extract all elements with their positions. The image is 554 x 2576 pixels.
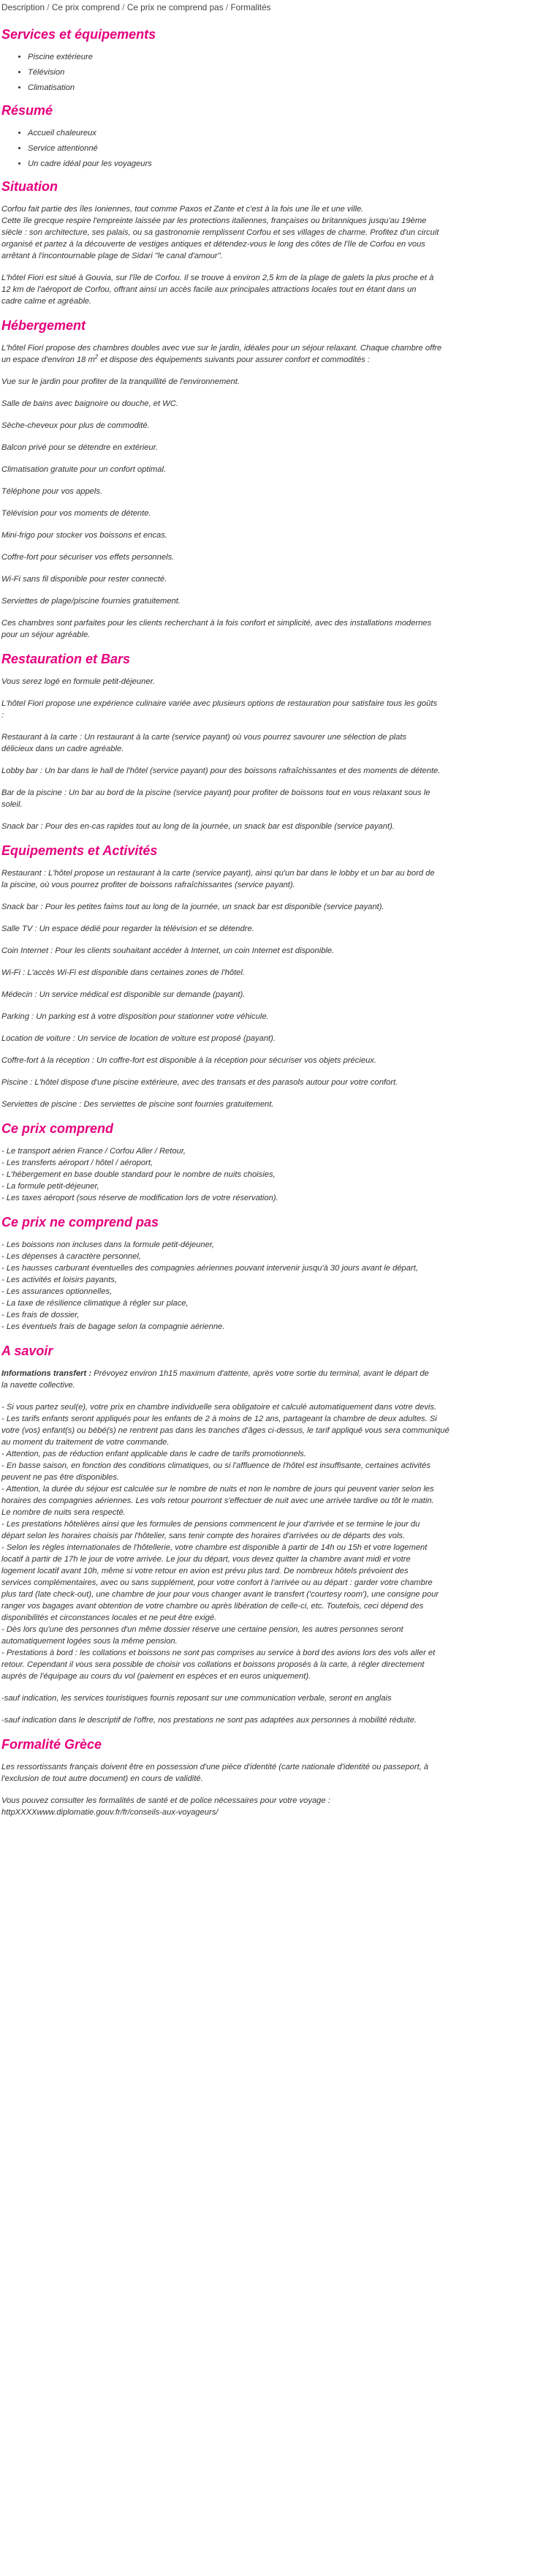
restauration-section [1,651,551,832]
text-line: Bar de la piscine : Un bar au bord de la piscine (service payant) pour profiter de boissons tout en vous relaxant sous le [1,788,430,797]
text-line: Restaurant : L'hôtel propose un restaurant à la carte (service payant), ainsi qu'un bar dans le lobby et un bar au bord de [1,869,435,878]
hebergement-intro [1,342,551,366]
tab-ce-prix-comprend[interactable]: Ce prix comprend [51,2,120,12]
text-line: - Attention, la durée du séjour est calculée sur le nombre de nuits et non le nombre de jours qui peuvent varier selon les [1,1485,434,1494]
activite-paragraph: Wi-Fi : L'accès Wi-Fi est disponible dans certaines zones de l'hôtel. [1,968,246,977]
list-item: • Télévision [28,67,551,78]
text-line: départ selon les horaires choisis par l'hôtelier, sans tenir compte des horaires d'arrivées ou de départs des vols. [1,1532,406,1540]
room-feature: Climatisation gratuite pour un confort optimal. [1,465,167,474]
text-line: auprès de l'équipage au cours du vol (paiement en espèces et en euros uniquement). [1,1672,311,1681]
resume-list [1,127,551,170]
a-savoir-section [1,1343,551,1726]
transfer-info-label: Informations transfert : [1,1369,92,1378]
list-item: - Les assurances optionnelles, [1,1287,113,1296]
text-line [1,1368,551,1379]
restauration-paragraph [1,765,551,777]
text-fragment: un espace d'environ 18 m [1,355,95,364]
tab-description[interactable]: Description [1,2,45,12]
activite-paragraph: Location de voiture : Un service de location de voiture est proposé (payant). [1,1034,276,1043]
text-line: Cette île grecque respire l'empreinte laissée par les protections italiennes, françaises ou britanniques jusqu'au 19ème [1,216,427,225]
text-line: locatif à partir de 17h le jour de votre arrivée. Le jour du départ, vous devez quitter la chambre avant midi et votre [1,1555,411,1564]
situation-section [1,178,551,307]
text-line: retour. Cependant il vous sera possible de choisir vos collations et boissons proposés à la carte, à régler directement [1,1660,425,1669]
activite-paragraph: Salle TV : Un espace dédié pour regarder la télévision et se détendre. [1,924,254,933]
list-item: - Les activités et loisirs payants, [1,1276,117,1284]
restauration-paragraph [1,787,551,810]
list-item: - Les hausses carburant éventuelles des compagnies aériennes pouvant intervenir jusqu'à 30 jours avant le départ, [1,1264,418,1273]
activite-paragraph: Parking : Un parking est à votre disposition pour stationner votre véhicule. [1,1012,269,1021]
formalite-section [1,1736,551,1818]
text-line: l'exclusion de tout autre document) en cours de validité. [1,1774,203,1783]
text-line: peuvent ne pas être disponibles. [1,1473,120,1482]
activite-paragraph: Coffre-fort à la réception : Un coffre-fort est disponible à la réception pour sécuriser vos objets précieux. [1,1056,377,1065]
text-line: horaires des compagnies aériennes. Les vols retour pourront s'effectuer de nuit avec une arrivée tardive ou tôt le matin. [1,1496,434,1505]
list-item: - Les frais de dossier, [1,1311,80,1319]
text-line: automatiquement logées sous la même pension. [1,1637,178,1646]
text-line: - Dès lors qu'une des personnes d'un même dossier réserve une certaine pension, les autres personnes seront [1,1625,403,1634]
superscript: 2 [94,353,99,361]
text-line: la piscine, où vous pourrez profiter de boissons rafraîchissantes (service payant). [1,881,295,889]
comprend-heading: Ce prix comprend [1,1121,114,1136]
hebergement-heading: Hébergement [1,318,86,333]
list-item: • Climatisation [28,82,551,94]
room-feature: Vue sur le jardin pour profiter de la tranquillité de l'environnement. [1,377,240,386]
tab-bar [1,0,551,16]
text-line: pour un séjour agréable. [1,630,91,639]
text-line: services complémentaires, avec ou sans supplément, pour votre confort à l'arrivée ou au départ : garder votre chambre [1,1578,433,1587]
room-feature: Télévision pour vos moments de détente. [1,509,151,518]
list-item: - La taxe de résilience climatique à régler sur place, [1,1299,189,1308]
list-item: • Piscine extérieure [28,51,551,63]
text-line: Corfou fait partie des îles Ioniennes, tout comme Paxos et Zante et c'est à la fois une île et une ville. [1,205,364,214]
text-line: siècle : son architecture, ses palais, ou sa gastronomie remplissent Corfou et ses villages de charme. Profitez d'un circuit [1,228,439,237]
activites-heading: Equipements et Activités [1,843,158,858]
activite-paragraph [1,867,551,891]
text-line: L'hôtel Fiori propose des chambres doubles avec vue sur le jardin, idéales pour un séjour relaxant. Chaque chambre offre [1,344,442,353]
text-line: délicieux dans un cadre agréable. [1,745,124,753]
list-item: • Accueil chaleureux [28,127,551,139]
hebergement-section [1,317,551,641]
text-line: Ces chambres sont parfaites pour les clients recherchant à la fois confort et simplicité, avec des installations modernes [1,619,432,628]
a-savoir-details [1,1401,551,1682]
list-item: - Les dépenses à caractère personnel, [1,1252,141,1261]
activite-paragraph: Piscine : L'hôtel dispose d'une piscine extérieure, avec des transats et des parasols autour pour votre confort. [1,1078,398,1087]
activites-section [1,843,551,1110]
text-line: au moment du traitement de votre commande. [1,1438,170,1447]
text-fragment: et dispose des équipements suivants pour assurer confort et commodités : [98,355,371,364]
room-feature: Wi-Fi sans fil disponible pour rester connecté. [1,575,167,584]
list-item: - Les transferts aéroport / hôtel / aéroport, [1,1159,153,1167]
restauration-paragraph [1,731,551,755]
room-feature: Coffre-fort pour sécuriser vos effets personnels. [1,553,175,562]
list-item: • Service attentionné [28,143,551,154]
text-line [1,354,551,366]
services-heading: Services et équipements [1,27,156,42]
formalite-paragraph [1,1761,551,1785]
list-item: - Les taxes aéroport (sous réserve de modification lors de votre réservation). [1,1194,278,1202]
list-item: - Les éventuels frais de bagage selon la compagnie aérienne. [1,1322,225,1331]
room-feature: Salle de bains avec baignoire ou douche, et WC. [1,399,178,408]
text-line: L'hôtel Fiori propose une expérience culinaire variée avec plusieurs options de restauration pour satisfaire tous les goûts [1,699,438,708]
text-fragment: Prévoyez environ 1h15 maximum d'attente, après votre sortie du terminal, avant le départ de [91,1369,429,1378]
activite-paragraph: Snack bar : Pour les petites faims tout au long de la journée, un snack bar est disponible (service payant). [1,903,384,911]
ne-comprend-section [1,1214,551,1333]
text-line: Restaurant à la carte : Un restaurant à la carte (service payant) où vous pourrez savourer une sélection de plats [1,733,407,742]
a-savoir-heading: A savoir [1,1344,53,1358]
text-line: Vous serez logé en formule petit-déjeuner. [1,677,155,686]
services-list [1,51,551,94]
list-item: • Un cadre idéal pour les voyageurs [28,158,551,170]
list-item: - L'hébergement en base double standard pour le nombre de nuits choisies, [1,1170,276,1179]
text-line: - En basse saison, en fonction des conditions climatiques, ou si l'affluence de l'hôtel est insuffisante, certaines activités [1,1461,430,1470]
tab-ce-prix-ne-comprend-pas[interactable]: Ce prix ne comprend pas [126,2,224,12]
tab-separator: / [47,2,50,12]
formalite-heading: Formalité Grèce [1,1737,102,1752]
text-line: Snack bar : Pour des en-cas rapides tout au long de la journée, un snack bar est disponible (service payant). [1,822,395,831]
text-line: L'hôtel Fiori est situé à Gouvia, sur l'île de Corfou. Il se trouve à environ 2,5 km de la plage de galets la plus proche et à [1,274,434,282]
text-line: logement locatif avant 10h, même si votre retour en avion est prévu plus tard. De nombreux hôtels prévoient des [1,1567,409,1575]
list-item: - Le transport aérien France / Corfou Aller / Retour, [1,1147,186,1156]
situation-paragraph [1,203,551,262]
restauration-paragraph [1,676,551,688]
text-line: - Prestations à bord : les collations et boissons ne sont pas comprises au service à bord des avions lors des vols aller et [1,1649,436,1657]
room-feature: Balcon privé pour se détendre en extérieur. [1,443,159,452]
text-line: arrêtant à l'incontournable plage de Sidari "le canal d'amour". [1,252,223,260]
text-line: disponibilités et circonstances locales et ne peut être exigé. [1,1613,217,1622]
situation-heading: Situation [1,179,58,194]
text-line: - Si vous partez seul(e), votre prix en chambre individuelle sera obligatoire et calculé automatiquement dans votre devis. [1,1403,437,1412]
ne-comprend-heading: Ce prix ne comprend pas [1,1215,159,1229]
language-note: -sauf indication, les services touristiques fournis reposant sur une communication verbale, seront en anglais [1,1694,392,1703]
text-line: Lobby bar : Un bar dans le hall de l'hôtel (service payant) pour des boissons rafraîchissantes et des moments de détente. [1,767,441,775]
resume-section [1,102,551,170]
comprend-section [1,1121,551,1204]
activite-paragraph: Serviettes de piscine : Des serviettes de piscine sont fournies gratuitement. [1,1100,274,1109]
text-line: plus tard (late check-out), une chambre de jour pour vous changer avant le transfert ('courtesy room'), une consigne pour [1,1590,439,1599]
resume-heading: Résumé [1,103,53,118]
text-line: : [1,711,4,720]
room-feature: Sèche-cheveux pour plus de commodité. [1,421,150,430]
text-line: Vous pouvez consulter les formalités de santé et de police nécessaires pour votre voyage : [1,1796,330,1805]
text-line: - Les tarifs enfants seront appliqués pour les enfants de 2 à moins de 12 ans, partageant la chambre de deux adultes. Si [1,1415,437,1423]
text-line: organisé et partez à la découverte de vestiges antiques et détendez-vous le long des côtes de l'île de Corfou en vous [1,240,425,249]
list-item: - Les boissons non incluses dans la formule petit-déjeuner, [1,1240,215,1249]
text-line: votre (vos) enfant(s) ou bébé(s) ne rentrent pas dans les tranches d'âges ci-dessus, le tarif appliqué vous sera communiqué [1,1426,449,1435]
text-line: cadre calme et agréable. [1,297,92,306]
formalite-link[interactable]: httpXXXXwww.diplomatie.gouv.fr/fr/conseils-aux-voyageurs/ [1,1808,219,1817]
restauration-paragraph [1,698,551,721]
hebergement-outro [1,617,551,641]
formalite-paragraph [1,1795,551,1818]
text-line: Les ressortissants français doivent être en possession d'une pièce d'identité (carte nationale d'identité ou passeport, à [1,1763,429,1771]
room-feature: Téléphone pour vos appels. [1,487,103,496]
accessibility-note: -sauf indication dans le descriptif de l'offre, nos prestations ne sont pas adaptées aux personnes à mobilité réduite. [1,1716,417,1725]
activite-paragraph: Médecin : Un service médical est disponible sur demande (payant). [1,990,246,999]
restauration-paragraph [1,821,551,832]
text-line: la navette collective. [1,1381,75,1390]
room-feature: Mini-frigo pour stocker vos boissons et encas. [1,531,167,540]
restauration-heading: Restauration et Bars [1,652,131,666]
ne-comprend-list [1,1239,551,1333]
text-line: soleil. [1,800,23,809]
situation-paragraph [1,272,551,307]
comprend-list [1,1145,551,1204]
services-section [1,26,551,94]
tab-formalites[interactable]: Formalités [230,2,271,12]
activite-paragraph: Coin Internet : Pour les clients souhaitant accéder à Internet, un coin Internet est disponible. [1,946,335,955]
text-line: - Les prestations hôtelières ainsi que les formules de pensions commencent le jour d'arrivée et se termine le jour du [1,1520,420,1529]
transfer-info [1,1368,551,1391]
list-item: - La formule petit-déjeuner, [1,1182,99,1191]
text-line: - Selon les règles internationales de l'hôtellerie, votre chambre est disponible à partir de 14h ou 15h et votre logement [1,1543,428,1552]
text-line: ranger vos bagages avant obtention de votre chambre ou après libération de celle-ci, etc. Toutefois, ceci dépend des [1,1602,424,1611]
text-line: 12 km de l'aéroport de Corfou, offrant ainsi un accès facile aux principales attractions locales tout en étant dans un [1,285,417,294]
tab-separator: / [225,2,229,12]
tab-separator: / [122,2,125,12]
room-feature: Serviettes de plage/piscine fournies gratuitement. [1,597,181,606]
text-line: Le nombre de nuits sera respecté. [1,1508,126,1517]
text-line: - Attention, pas de réduction enfant applicable dans le cadre de tarifs promotionnels. [1,1450,306,1458]
